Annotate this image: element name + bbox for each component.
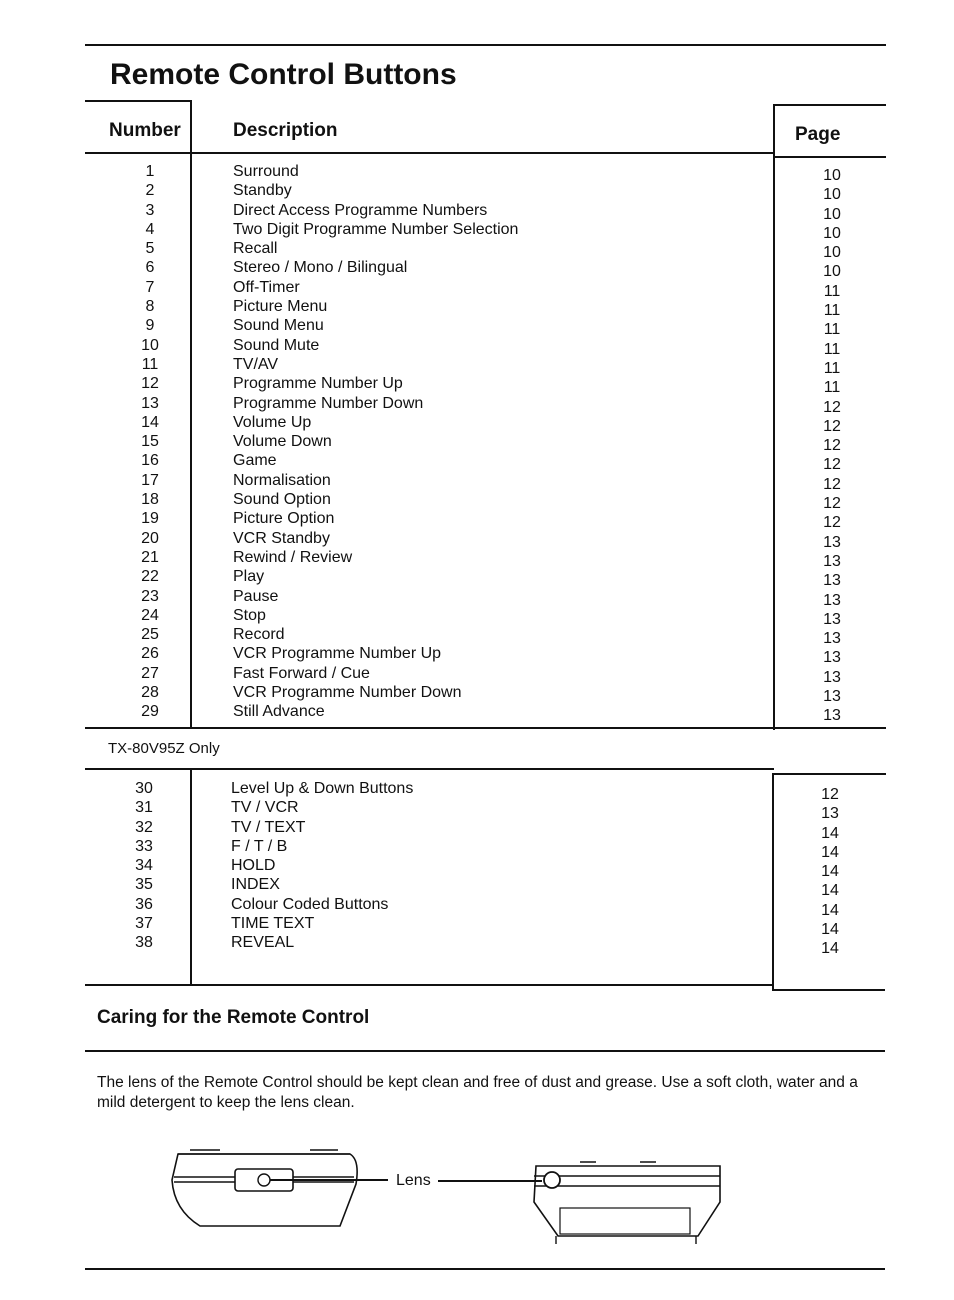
cell-desc: Off-Timer [233, 278, 300, 296]
cell-num: 23 [141, 587, 159, 605]
cell-num: 19 [141, 510, 159, 528]
cell-num: 9 [145, 317, 155, 335]
cell-desc: HOLD [231, 857, 276, 875]
table2-bottom-rule-right [772, 989, 885, 991]
cell-page: 10 [823, 167, 841, 184]
cell-page: 11 [823, 282, 841, 300]
cell-desc: Volume Down [233, 433, 332, 451]
table1-bottom-rule [85, 727, 886, 729]
cell-desc: Surround [233, 163, 299, 180]
table1-page-column [817, 166, 847, 726]
cell-page: 13 [823, 668, 841, 686]
cell-desc: Programme Number Up [233, 375, 403, 393]
table1-header-rule [85, 152, 774, 154]
cell-desc: Stop [233, 606, 266, 624]
cell-page: 14 [821, 863, 839, 881]
cell-desc: Fast Forward / Cue [233, 664, 370, 682]
cell-desc: Stereo / Mono / Bilingual [233, 259, 408, 277]
bottom-rule [85, 1268, 885, 1270]
cell-desc: Picture Option [233, 510, 335, 528]
cell-num: 31 [135, 799, 153, 817]
cell-num: 12 [141, 375, 159, 393]
cell-desc: Play [233, 568, 265, 586]
table1-divider-1 [190, 100, 192, 728]
cell-desc: Programme Number Down [233, 394, 424, 412]
model-note: TX-80V95Z Only [108, 740, 220, 757]
cell-page: 14 [821, 901, 839, 919]
cell-num: 11 [141, 355, 159, 373]
cell-page: 12 [823, 456, 841, 474]
cell-page: 12 [823, 514, 841, 532]
cell-desc: Recall [233, 240, 278, 258]
cell-num: 34 [135, 857, 153, 875]
table1-header-rule-right [774, 156, 886, 158]
cell-num: 22 [141, 568, 159, 586]
remote-lens-illustration [160, 1140, 730, 1255]
cell-page: 14 [821, 921, 839, 939]
cell-page: 13 [823, 591, 841, 609]
cell-desc: Colour Coded Buttons [231, 895, 389, 913]
cell-num: 17 [141, 471, 159, 489]
cell-num: 3 [145, 201, 155, 219]
cell-desc: TV / VCR [231, 799, 299, 817]
cell-num: 5 [145, 240, 155, 258]
cell-num: 18 [141, 491, 159, 509]
cell-num: 10 [141, 336, 159, 354]
cell-desc: INDEX [231, 876, 280, 894]
cell-desc: F / T / B [231, 837, 288, 855]
page-title: Remote Control Buttons [110, 58, 457, 91]
cell-num: 24 [141, 606, 159, 624]
cell-desc: Pause [233, 587, 279, 605]
cell-page: 12 [821, 786, 839, 803]
header-number: Number [109, 120, 181, 141]
cell-desc: Sound Option [233, 491, 331, 509]
cell-page: 13 [823, 688, 841, 706]
cell-num: 28 [141, 684, 159, 702]
table2-page-column [815, 785, 845, 959]
table1-divider-2 [773, 104, 775, 730]
cell-page: 10 [823, 186, 841, 204]
table2-divider-2 [772, 773, 774, 989]
cell-num: 20 [141, 529, 159, 547]
table2-divider-1 [190, 768, 192, 984]
cell-desc: VCR Standby [233, 529, 330, 547]
cell-page: 10 [823, 224, 841, 242]
cell-num: 1 [145, 163, 155, 180]
cell-page: 12 [823, 495, 841, 513]
cell-page: 13 [823, 610, 841, 628]
cell-num: 30 [135, 780, 153, 797]
cell-num: 6 [145, 259, 155, 277]
cell-num: 21 [141, 548, 159, 566]
cell-num: 16 [141, 452, 159, 470]
cell-num: 4 [145, 220, 155, 238]
table2-description-column [231, 779, 413, 953]
table2-top-rule [85, 768, 774, 770]
cell-page: 12 [823, 417, 841, 435]
cell-page: 13 [823, 552, 841, 570]
table1-number-column [130, 162, 170, 722]
cell-num: 29 [141, 703, 159, 721]
cell-page: 13 [823, 707, 841, 725]
cell-num: 27 [141, 664, 159, 682]
cell-desc: TV/AV [233, 355, 279, 373]
table1-description-column [233, 162, 518, 722]
cell-desc: Picture Menu [233, 298, 328, 316]
cell-num: 35 [135, 876, 153, 894]
top-rule [85, 44, 886, 46]
cell-page: 12 [823, 398, 841, 416]
care-text: The lens of the Remote Control should be kept clean and free of dust and grease. Use a soft cloth, water and a mild detergent to keep the lens clean. [97, 1074, 858, 1111]
cell-page: 10 [823, 263, 841, 281]
cell-desc: Direct Access Programme Numbers [233, 201, 488, 219]
cell-desc: Level Up & Down Buttons [231, 780, 414, 797]
header-description: Description [233, 120, 338, 141]
cell-page: 14 [821, 843, 839, 861]
cell-page: 13 [823, 533, 841, 551]
cell-num: 8 [145, 298, 155, 316]
header-page: Page [795, 124, 841, 145]
cell-num: 13 [141, 394, 159, 412]
table1-top-rule-right [774, 104, 886, 106]
cell-page: 11 [823, 321, 841, 339]
care-rule [85, 1050, 885, 1052]
cell-page: 13 [823, 572, 841, 590]
cell-desc: VCR Programme Number Down [233, 684, 462, 702]
cell-num: 36 [135, 895, 153, 913]
cell-page: 10 [823, 244, 841, 262]
cell-desc: TIME TEXT [231, 915, 315, 933]
table1-top-rule-left [85, 100, 191, 102]
cell-page: 13 [823, 630, 841, 648]
cell-num: 2 [145, 182, 155, 200]
cell-desc: Sound Mute [233, 336, 320, 354]
cell-page: 11 [823, 340, 841, 358]
cell-page: 11 [823, 359, 841, 377]
cell-page: 13 [821, 805, 839, 823]
cell-page: 12 [823, 437, 841, 455]
table2-bottom-rule [85, 984, 774, 986]
cell-page: 11 [823, 379, 841, 397]
cell-page: 11 [823, 302, 841, 320]
cell-page: 12 [823, 475, 841, 493]
cell-num: 38 [135, 934, 153, 952]
cell-num: 37 [135, 915, 153, 933]
cell-desc: Two Digit Programme Number Selection [233, 220, 519, 238]
cell-num: 7 [145, 278, 155, 296]
lens-label: Lens [396, 1172, 431, 1189]
cell-num: 32 [135, 818, 153, 836]
cell-page: 13 [823, 649, 841, 667]
cell-desc: REVEAL [231, 934, 295, 952]
cell-num: 26 [141, 645, 159, 663]
table2-number-column [124, 779, 164, 953]
cell-page: 14 [821, 824, 839, 842]
cell-num: 33 [135, 837, 153, 855]
cell-desc: Game [233, 452, 277, 470]
cell-num: 14 [141, 413, 159, 431]
cell-desc: VCR Programme Number Up [233, 645, 442, 663]
cell-desc: Rewind / Review [233, 548, 353, 566]
cell-desc: Still Advance [233, 703, 325, 721]
cell-num: 15 [141, 433, 159, 451]
cell-num: 25 [141, 626, 159, 644]
cell-page: 10 [823, 205, 841, 223]
table2-top-rule-right [774, 773, 886, 775]
cell-page: 14 [821, 882, 839, 900]
cell-desc: Record [233, 626, 285, 644]
cell-desc: Normalisation [233, 471, 331, 489]
cell-desc: Standby [233, 182, 292, 200]
cell-desc: Sound Menu [233, 317, 324, 335]
care-heading: Caring for the Remote Control [97, 1007, 370, 1028]
cell-desc: Volume Up [233, 413, 312, 431]
cell-desc: TV / TEXT [231, 818, 306, 836]
cell-page: 14 [821, 940, 839, 958]
